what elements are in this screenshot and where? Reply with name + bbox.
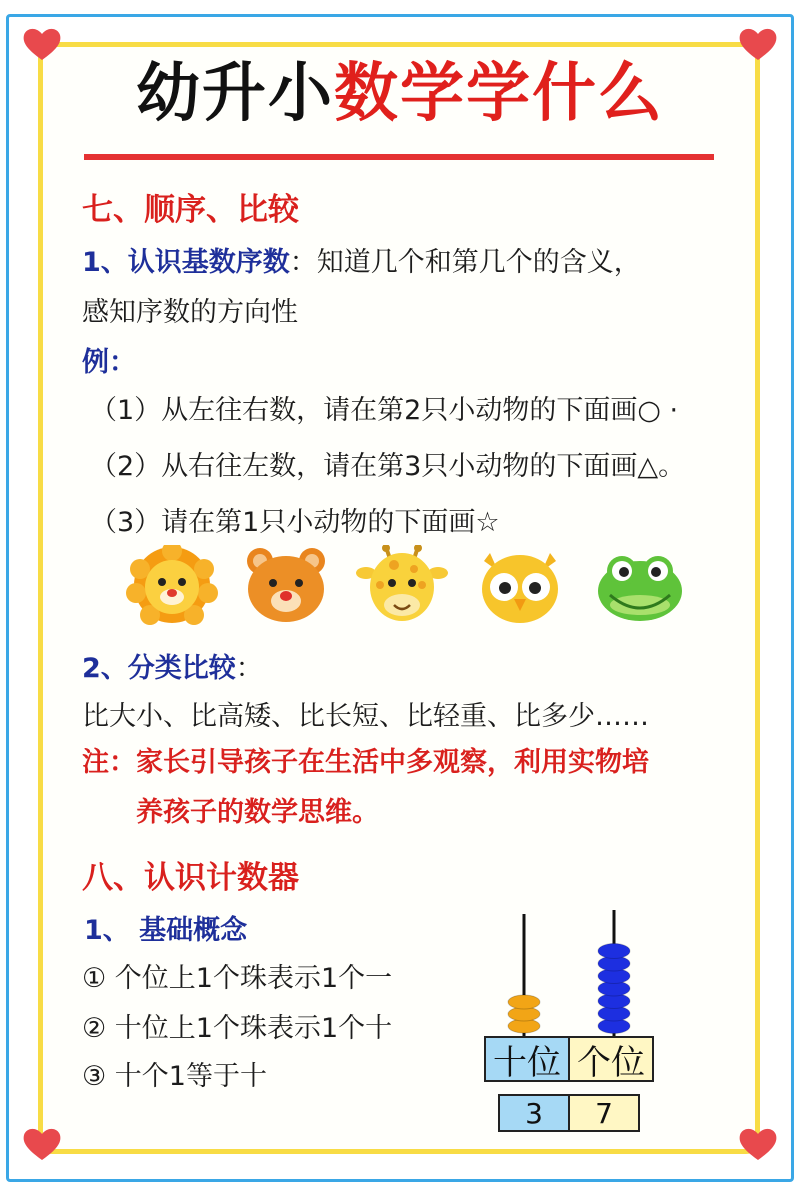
heart-icon (738, 1126, 778, 1162)
item-2-desc: 比大小、比高矮、比长短、比轻重、比多少…… (82, 701, 649, 732)
note-line1: 注：家长引导孩子在生活中多观察，利用实物培 (82, 747, 649, 778)
tens-value: 3 (498, 1094, 570, 1132)
point-3: ③ 十个1等于十 (82, 1061, 267, 1092)
item-1-desc-line2: 感知序数的方向性 (82, 297, 298, 328)
owl-icon (474, 545, 566, 625)
item-2-line (82, 646, 263, 685)
section8-item1-label: 1、 基础概念 (84, 915, 248, 946)
frog-icon (594, 545, 686, 625)
ones-bead (598, 944, 630, 959)
tens-bead (508, 995, 540, 1009)
item-2-colon: ： (235, 653, 263, 684)
abacus-rods (480, 910, 660, 1040)
page-title (0, 46, 800, 142)
bear-icon (240, 545, 332, 625)
section-heading-7: 七、顺序、比较 (82, 192, 299, 228)
note-line2: 养孩子的数学思维。 (136, 797, 379, 828)
example-1: （1）从左往右数，请在第2只小动物的下面画○ · (90, 395, 679, 426)
ones-label: 个位 (568, 1036, 654, 1082)
point-1: ① 个位上1个珠表示1个一 (82, 963, 393, 994)
example-label: 例： (82, 347, 136, 378)
point-2: ② 十位上1个珠表示1个十 (82, 1013, 393, 1044)
item-1-label: 1、认识基数序数 (82, 247, 290, 278)
section-heading-8: 八、认识计数器 (82, 860, 299, 896)
example-2: （2）从右往左数，请在第3只小动物的下面画△。 (90, 451, 686, 482)
giraffe-icon (356, 545, 448, 625)
title-underline (84, 154, 714, 160)
title-part2: 数学学什么 (334, 57, 664, 131)
heart-icon (22, 1126, 62, 1162)
tens-label: 十位 (484, 1036, 570, 1082)
item-2-label: 2、分类比较 (82, 653, 236, 684)
lion-icon (126, 545, 218, 625)
ones-value: 7 (568, 1094, 640, 1132)
abacus (480, 910, 660, 1140)
title-part1: 幼升小 (136, 57, 334, 131)
item-1-line (82, 240, 641, 279)
item-1-desc: ：知道几个和第几个的含义， (289, 247, 641, 278)
example-3: （3）请在第1只小动物的下面画☆ (90, 507, 500, 538)
